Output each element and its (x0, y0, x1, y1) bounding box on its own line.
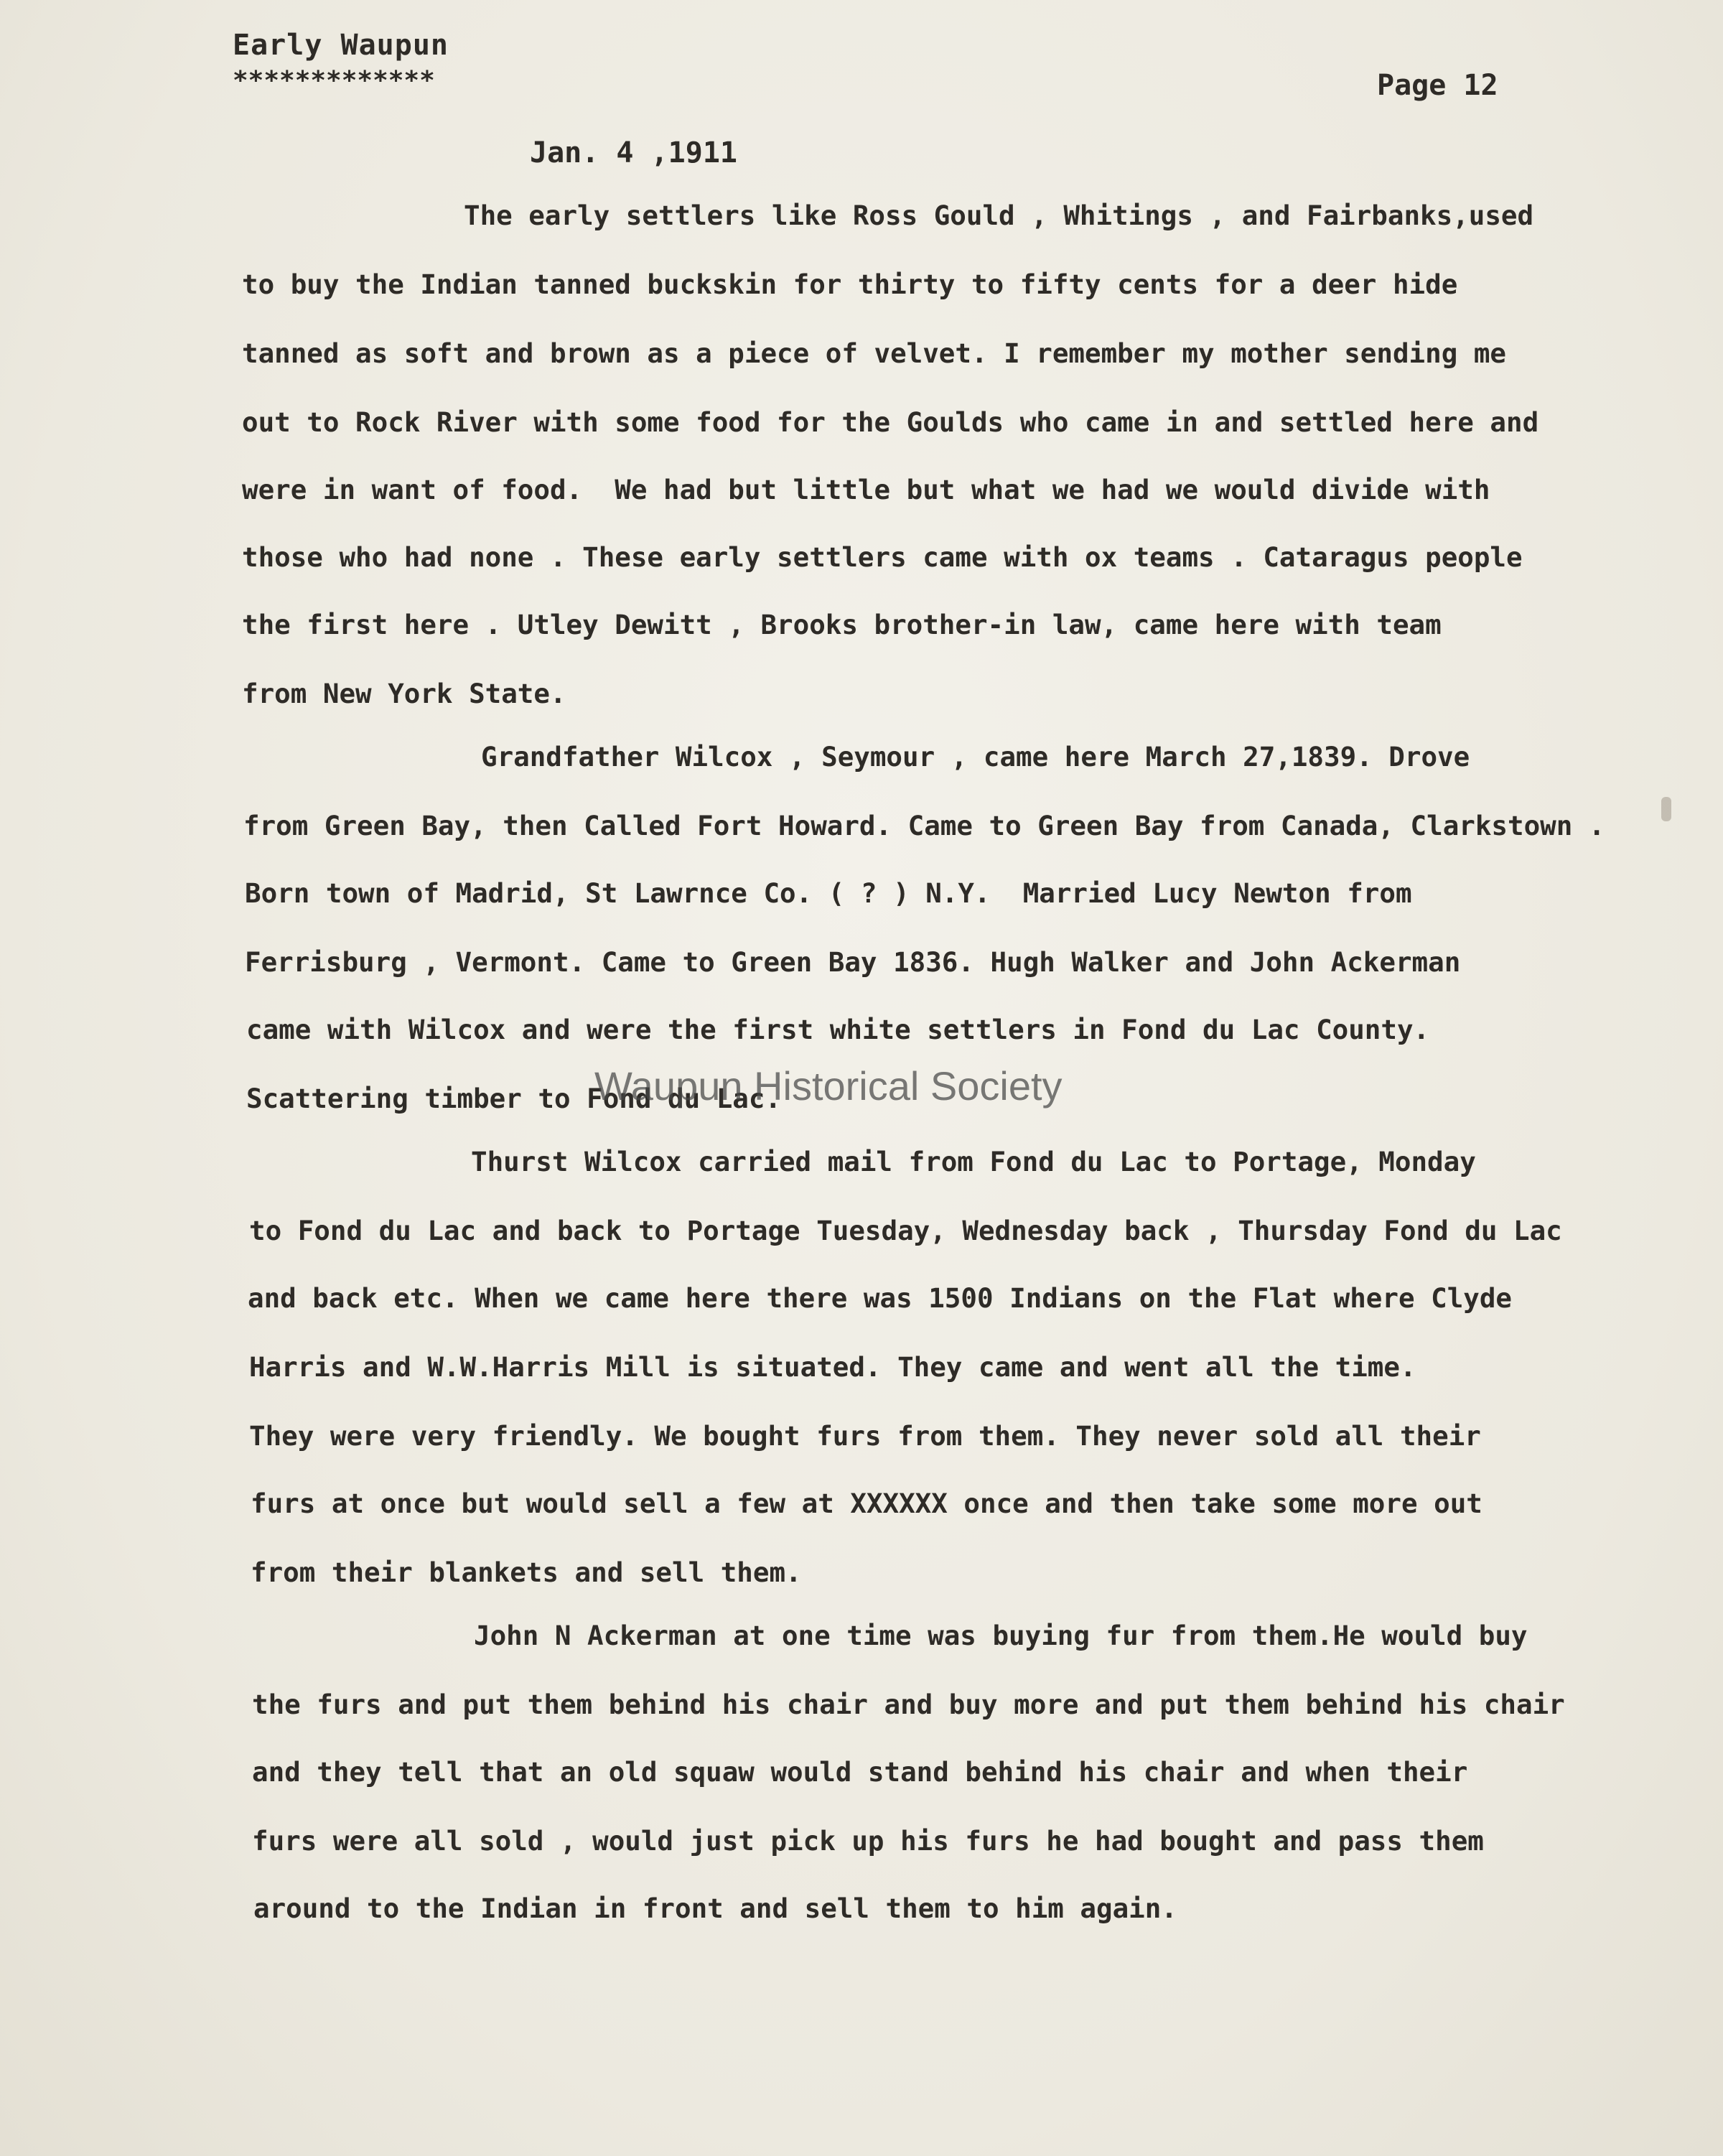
paragraph-3-line-1: Thurst Wilcox carried mail from Fond du Lac to Portage, Monday (471, 1146, 1476, 1177)
header-asterisk-underline: ************* (233, 66, 435, 95)
paragraph-1-line-1: The early settlers like Ross Gould , Whitings , and Fairbanks,used (464, 200, 1534, 231)
paragraph-2-line-6: Scattering timber to Fond du Lac. (246, 1083, 782, 1114)
paragraph-4-line-5: around to the Indian in front and sell them to him again. (253, 1893, 1177, 1924)
paragraph-4-line-2: the furs and put them behind his chair and buy more and put them behind his chair (252, 1689, 1565, 1720)
entry-date: Jan. 4 ,1911 (530, 136, 737, 169)
paragraph-1-line-2: to buy the Indian tanned buckskin for thirty to fifty cents for a deer hide (242, 269, 1458, 300)
paragraph-3-line-6: furs at once but would sell a few at XXXXXX once and then take some more out (251, 1488, 1482, 1519)
paragraph-1-line-6: those who had none . These early settlers came with ox teams . Cataragus people (242, 541, 1523, 573)
paragraph-3-line-4: Harris and W.W.Harris Mill is situated. They came and went all the time. (249, 1351, 1416, 1383)
paragraph-3-line-7: from their blankets and sell them. (251, 1557, 802, 1588)
paragraph-1-line-7: the first here . Utley Dewitt , Brooks brother-in law, came here with team (242, 609, 1442, 640)
paragraph-2-line-3: Born town of Madrid, St Lawrnce Co. ( ? ) N.Y. Married Lucy Newton from (245, 877, 1412, 909)
paragraph-2-line-4: Ferrisburg , Vermont. Came to Green Bay 1836. Hugh Walker and John Ackerman (245, 946, 1461, 978)
paragraph-4-line-1: John N Ackerman at one time was buying fur from them.He would buy (474, 1620, 1528, 1651)
page-number: Page 12 (1377, 69, 1498, 102)
document-header-title: Early Waupun (233, 29, 449, 62)
paragraph-3-line-3: and back etc. When we came here there was 1500 Indians on the Flat where Clyde (248, 1282, 1512, 1314)
paragraph-2-line-1: Grandfather Wilcox , Seymour , came here March 27,1839. Drove (481, 741, 1470, 773)
watermark-text: Waupun Historical Society (594, 1063, 1063, 1109)
paragraph-3-line-2: to Fond du Lac and back to Portage Tuesday, Wednesday back , Thursday Fond du Lac (249, 1215, 1562, 1246)
paragraph-1-line-5: were in want of food. We had but little but what we had we would divide with (242, 474, 1490, 505)
paragraph-4-line-4: furs were all sold , would just pick up his furs he had bought and pass them (252, 1825, 1484, 1857)
paragraph-1-line-4: out to Rock River with some food for the Goulds who came in and settled here and (242, 406, 1539, 438)
paragraph-3-line-5: They were very friendly. We bought furs from them. They never sold all their (249, 1420, 1481, 1452)
paragraph-1-line-3: tanned as soft and brown as a piece of velvet. I remember my mother sending me (242, 337, 1506, 369)
paragraph-1-line-8: from New York State. (242, 678, 566, 709)
paragraph-4-line-3: and they tell that an old squaw would stand behind his chair and when their (252, 1756, 1468, 1788)
paragraph-2-line-5: came with Wilcox and were the first white settlers in Fond du Lac County. (246, 1014, 1430, 1045)
paper-speck-mark (1661, 797, 1671, 821)
paragraph-2-line-2: from Green Bay, then Called Fort Howard. Came to Green Bay from Canada, Clarkstown . (243, 810, 1605, 841)
